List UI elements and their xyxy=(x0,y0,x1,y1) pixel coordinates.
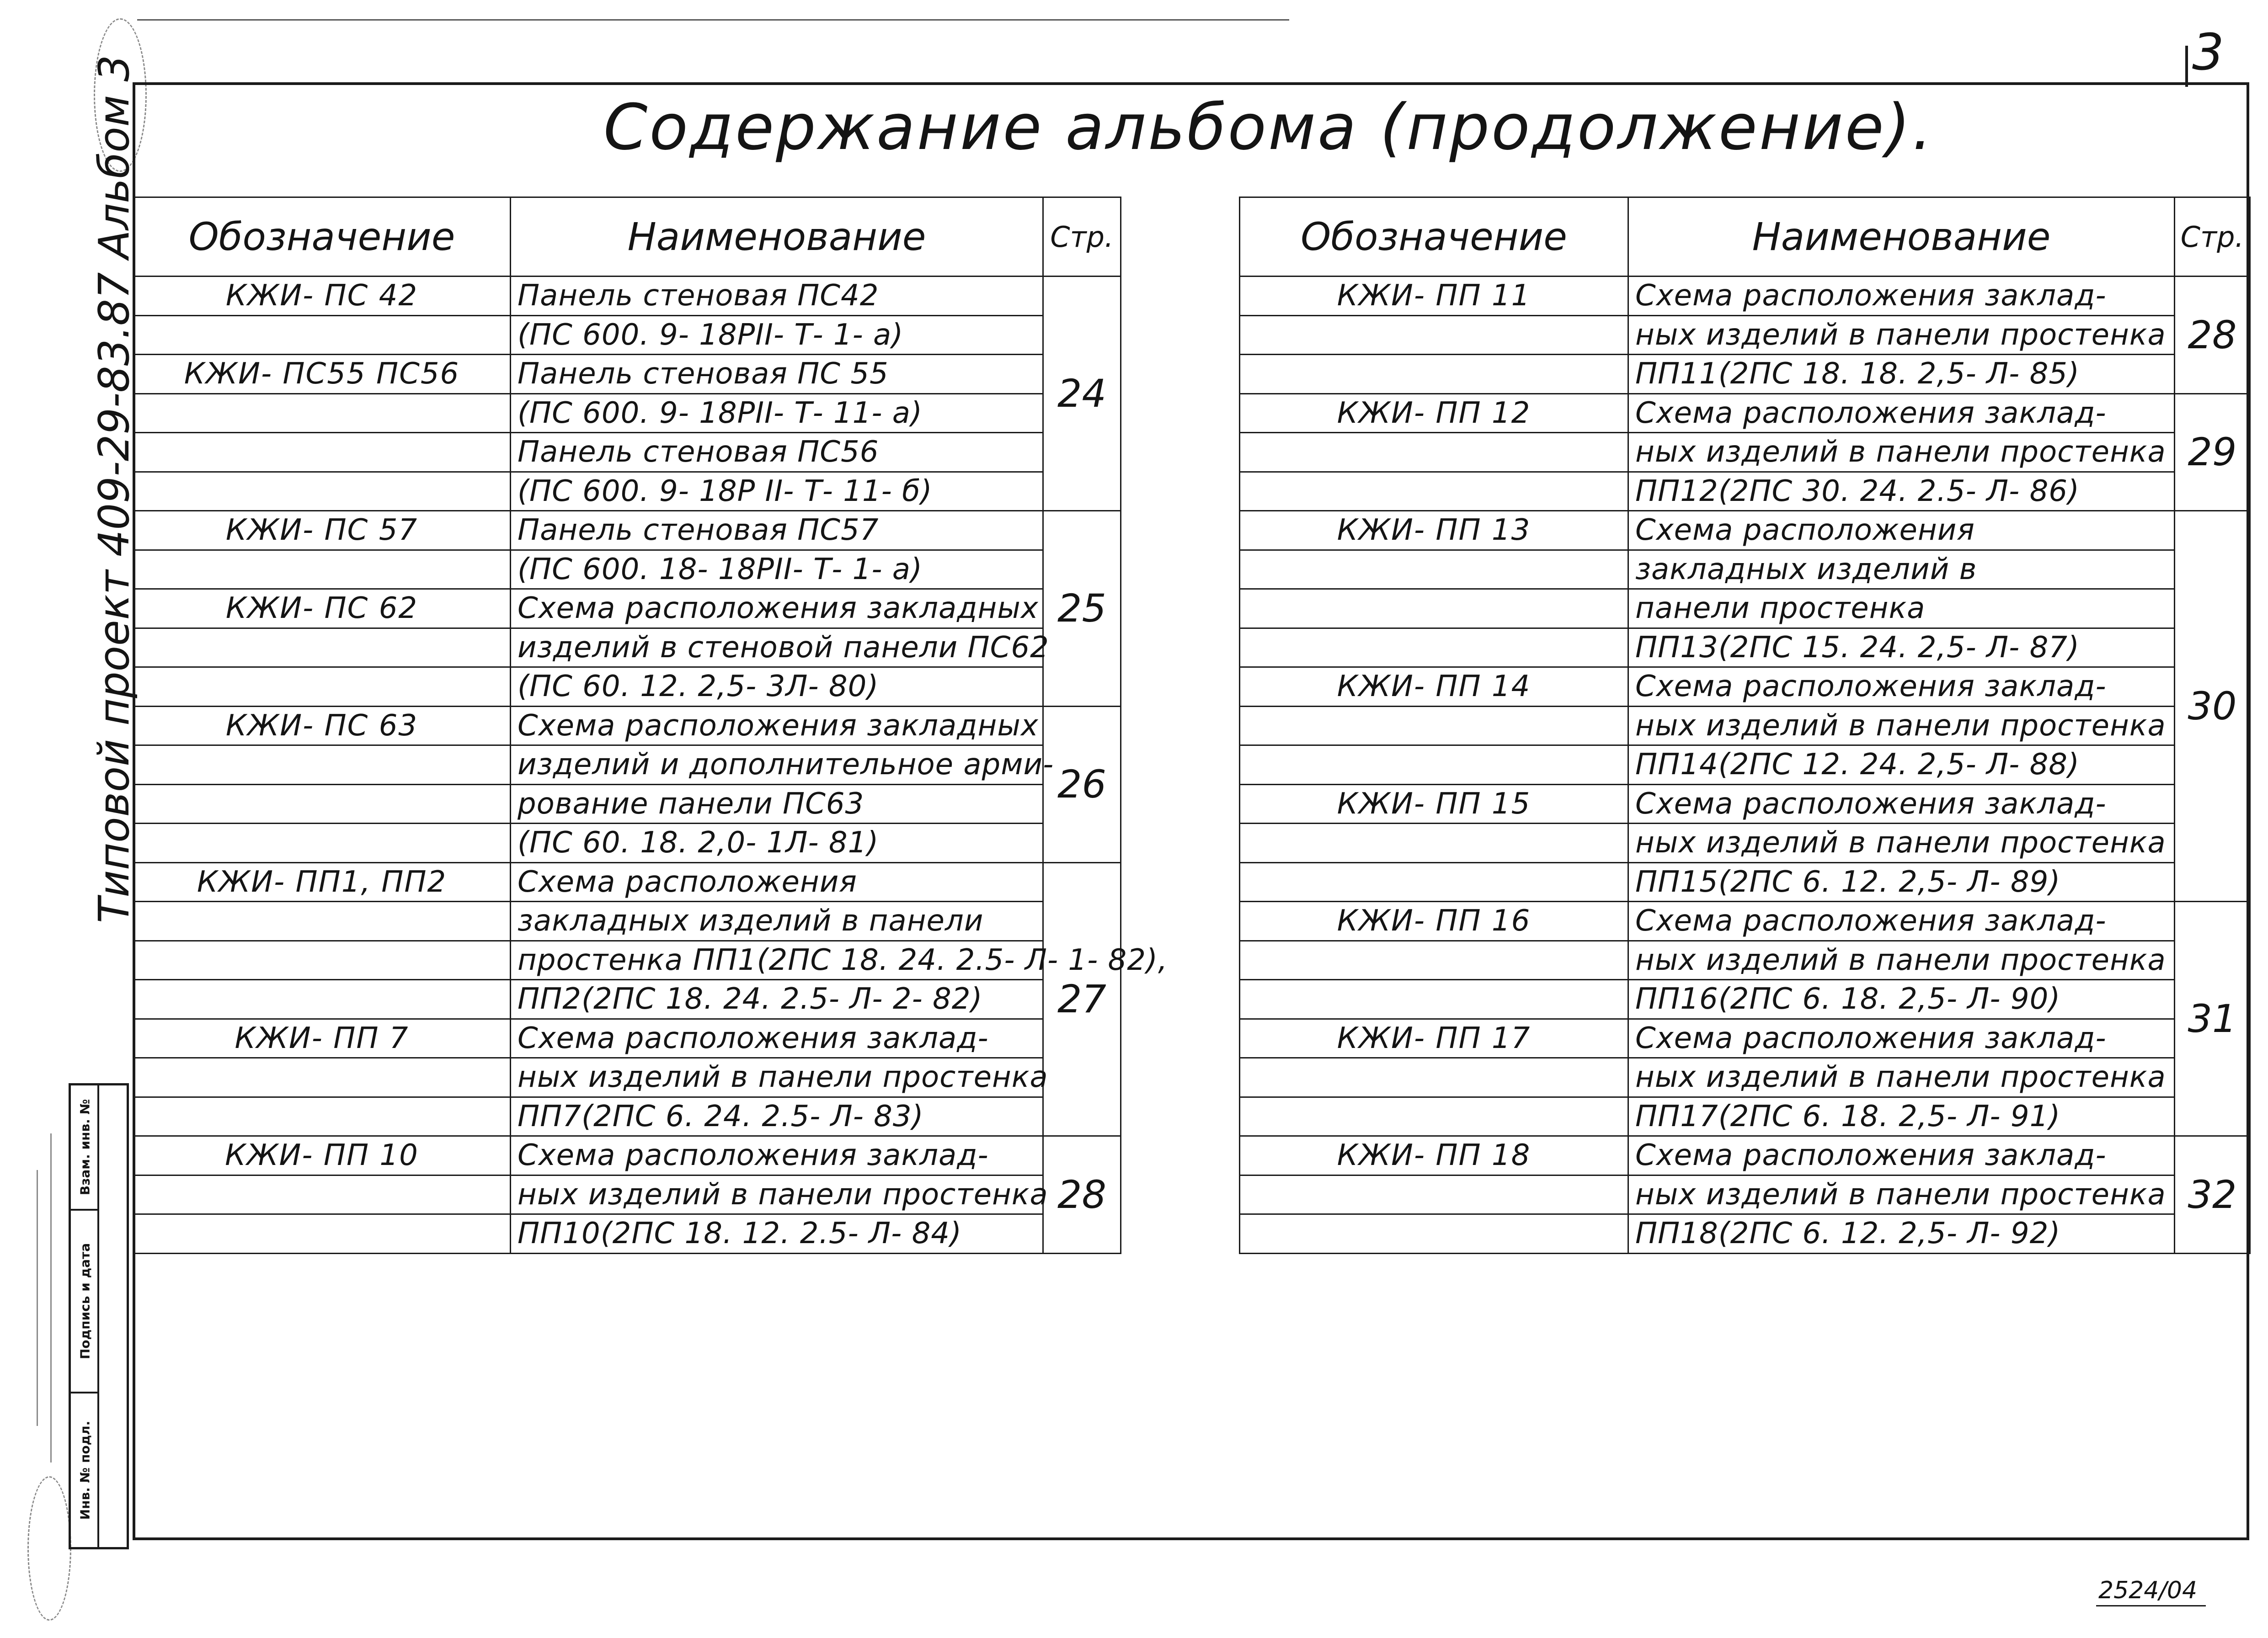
designation-cell xyxy=(133,980,511,1019)
designation-cell xyxy=(133,433,511,472)
table-row xyxy=(1240,1097,2250,1136)
approval-stamp-box xyxy=(69,1083,129,1549)
top-border-line xyxy=(137,19,1289,21)
table-row xyxy=(133,589,1121,628)
stamp-label: Инв. № подл. xyxy=(77,1420,93,1520)
name-cell: Схема расположения заклад- xyxy=(1628,902,2175,941)
name-cell: Схема расположения заклад- xyxy=(1628,394,2175,433)
designation-cell xyxy=(133,1097,511,1136)
table-row xyxy=(1240,628,2250,667)
name-cell: (ПС 60. 18. 2,0- 1Л- 81) xyxy=(511,824,1043,863)
name-cell: (ПС 600. 9- 18РII- Т- 11- а) xyxy=(511,394,1043,433)
signature-mark xyxy=(37,1170,38,1426)
name-cell: ПП13(2ПС 15. 24. 2,5- Л- 87) xyxy=(1628,628,2175,667)
contents-table-left xyxy=(133,197,1168,1254)
table-row xyxy=(133,1019,1121,1058)
reference-underline xyxy=(2096,1605,2206,1606)
table-row xyxy=(133,1058,1121,1097)
designation-cell xyxy=(1240,472,1628,511)
table-row xyxy=(133,784,1121,824)
name-cell: ПП7(2ПС 6. 24. 2.5- Л- 83) xyxy=(511,1097,1043,1136)
table-row xyxy=(1240,277,2250,316)
designation-cell: КЖИ- ПС55 ПС56 xyxy=(133,355,511,394)
name-cell: Схема расположения заклад- xyxy=(511,1019,1043,1058)
name-cell: Схема расположения xyxy=(1628,511,2175,550)
table-row xyxy=(1240,1175,2250,1214)
designation-cell: КЖИ- ПП1, ПП2 xyxy=(133,862,511,902)
table-row xyxy=(1240,1019,2250,1058)
stamp-label: Подпись и дата xyxy=(77,1243,93,1360)
designation-cell xyxy=(1240,706,1628,745)
designation-cell xyxy=(133,745,511,785)
name-cell: ПП17(2ПС 6. 18. 2,5- Л- 91) xyxy=(1628,1097,2175,1136)
name-cell: рование панели ПС63 xyxy=(511,784,1043,824)
table-row xyxy=(133,706,1121,745)
name-cell: ПП16(2ПС 6. 18. 2,5- Л- 90) xyxy=(1628,980,2175,1019)
table-row xyxy=(133,433,1121,472)
stamp-cell-signature xyxy=(71,1209,99,1392)
table-row xyxy=(133,1136,1121,1175)
designation-cell xyxy=(133,824,511,863)
designation-cell xyxy=(1240,1175,1628,1214)
name-cell: ПП2(2ПС 18. 24. 2.5- Л- 2- 82) xyxy=(511,980,1043,1019)
stamp-label: Взам. инв. № xyxy=(77,1099,93,1196)
name-cell: ных изделий в панели простенка xyxy=(511,1175,1043,1214)
table-row xyxy=(133,472,1121,511)
table-body xyxy=(133,277,1168,1254)
table-row xyxy=(133,355,1121,394)
page-cell: 26 xyxy=(1043,706,1121,862)
name-cell: Схема расположения закладных xyxy=(511,589,1043,628)
designation-cell: КЖИ- ПП 10 xyxy=(133,1136,511,1175)
designation-cell xyxy=(1240,980,1628,1019)
table-row xyxy=(133,862,1121,902)
name-cell: Схема расположения заклад- xyxy=(1628,1136,2175,1175)
table-body xyxy=(1240,277,2250,1254)
name-cell: ПП11(2ПС 18. 18. 2,5- Л- 85) xyxy=(1628,355,2175,394)
name-cell: ных изделий в панели простенка xyxy=(1628,941,2175,980)
name-cell: изделий в стеновой панели ПС62 xyxy=(511,628,1043,667)
table-row xyxy=(133,980,1121,1019)
table-row xyxy=(133,315,1121,355)
page-cell: 28 xyxy=(1043,1136,1121,1254)
designation-cell xyxy=(133,667,511,707)
page-cell: 32 xyxy=(2175,1136,2250,1254)
name-cell: ных изделий в панели простенка xyxy=(1628,824,2175,863)
table-row xyxy=(1240,745,2250,785)
name-cell: Панель стеновая ПС42 xyxy=(511,277,1043,316)
designation-cell xyxy=(1240,315,1628,355)
designation-cell xyxy=(1240,1058,1628,1097)
table-row xyxy=(1240,394,2250,433)
name-cell: ПП12(2ПС 30. 24. 2.5- Л- 86) xyxy=(1628,472,2175,511)
name-cell: панели простенка xyxy=(1628,589,2175,628)
page-cell: 27 xyxy=(1043,862,1121,1136)
table-row xyxy=(1240,355,2250,394)
designation-cell: КЖИ- ПС 42 xyxy=(133,277,511,316)
table-row xyxy=(1240,1058,2250,1097)
table-row xyxy=(1240,902,2250,941)
contents-table-right xyxy=(1239,197,2251,1254)
name-cell: (ПС 600. 18- 18РII- Т- 1- а) xyxy=(511,550,1043,589)
name-cell: ных изделий в панели простенка xyxy=(1628,1058,2175,1097)
designation-cell xyxy=(1240,941,1628,980)
reference-number: 2524/04 xyxy=(2098,1577,2198,1604)
page-number: 3 xyxy=(2192,23,2224,81)
project-designation: Типовой проект 409-29-83.87 Альбом 3 xyxy=(90,55,139,923)
designation-cell xyxy=(1240,862,1628,902)
designation-cell: КЖИ- ПП 17 xyxy=(1240,1019,1628,1058)
name-cell: ПП18(2ПС 6. 12. 2,5- Л- 92) xyxy=(1628,1214,2175,1254)
designation-cell xyxy=(1240,1214,1628,1254)
name-cell: ных изделий в панели простенка xyxy=(1628,706,2175,745)
table-header-row xyxy=(133,197,1121,277)
table-row xyxy=(1240,784,2250,824)
name-cell: (ПС 600. 9- 18РII- Т- 1- а) xyxy=(511,315,1043,355)
table-row xyxy=(1240,824,2250,863)
designation-cell: КЖИ- ПП 11 xyxy=(1240,277,1628,316)
table-row xyxy=(1240,667,2250,707)
designation-cell xyxy=(1240,355,1628,394)
table-row xyxy=(1240,1136,2250,1175)
page-cell: 31 xyxy=(2175,902,2250,1136)
name-cell: ных изделий в панели простенка xyxy=(511,1058,1043,1097)
bottom-seal-mark xyxy=(27,1476,71,1621)
designation-cell: КЖИ- ПП 15 xyxy=(1240,784,1628,824)
name-cell: Схема расположения xyxy=(511,862,1043,902)
name-cell: ных изделий в панели простенка xyxy=(1628,1175,2175,1214)
name-cell: ных изделий в панели простенка xyxy=(1628,433,2175,472)
designation-cell xyxy=(133,784,511,824)
designation-cell: КЖИ- ПП 7 xyxy=(133,1019,511,1058)
designation-cell: КЖИ- ПС 57 xyxy=(133,511,511,550)
table-row xyxy=(133,511,1121,550)
stamp-cell-inventory xyxy=(71,1392,99,1547)
header-designation: Обозначение xyxy=(1240,197,1628,277)
name-cell: Схема расположения заклад- xyxy=(1628,1019,2175,1058)
table-row xyxy=(133,1175,1121,1214)
table-row xyxy=(133,277,1121,316)
designation-cell: КЖИ- ПС 62 xyxy=(133,589,511,628)
table-row xyxy=(133,902,1121,941)
table-row xyxy=(133,394,1121,433)
table-row xyxy=(133,941,1121,980)
table-row xyxy=(133,745,1121,785)
name-cell: закладных изделий в панели xyxy=(511,902,1043,941)
name-cell: ПП14(2ПС 12. 24. 2,5- Л- 88) xyxy=(1628,745,2175,785)
designation-cell xyxy=(1240,1097,1628,1136)
header-name: Наименование xyxy=(1628,197,2175,277)
designation-cell xyxy=(1240,550,1628,589)
designation-cell: КЖИ- ПП 18 xyxy=(1240,1136,1628,1175)
table-row xyxy=(133,1214,1121,1254)
designation-cell xyxy=(133,1175,511,1214)
designation-cell xyxy=(1240,824,1628,863)
table-row xyxy=(133,628,1121,667)
table-row xyxy=(133,667,1121,707)
table-row xyxy=(1240,472,2250,511)
designation-cell xyxy=(133,315,511,355)
page-cell: 30 xyxy=(2175,511,2250,902)
table-row xyxy=(133,1097,1121,1136)
header-name: Наименование xyxy=(511,197,1043,277)
name-cell: (ПС 60. 12. 2,5- 3Л- 80) xyxy=(511,667,1043,707)
table-row xyxy=(1240,941,2250,980)
name-cell: закладных изделий в xyxy=(1628,550,2175,589)
page-cell: 29 xyxy=(2175,394,2250,511)
table-row xyxy=(1240,511,2250,550)
table-row xyxy=(1240,862,2250,902)
name-cell: Схема расположения заклад- xyxy=(511,1136,1043,1175)
table-row xyxy=(1240,433,2250,472)
designation-cell: КЖИ- ПС 63 xyxy=(133,706,511,745)
designation-cell: КЖИ- ПП 12 xyxy=(1240,394,1628,433)
table-row xyxy=(1240,315,2250,355)
designation-cell xyxy=(133,628,511,667)
name-cell: Схема расположения закладных xyxy=(511,706,1043,745)
table-row xyxy=(133,550,1121,589)
stamp-cell-replacement xyxy=(71,1085,99,1209)
page-number-tick xyxy=(2185,46,2188,87)
designation-cell xyxy=(1240,433,1628,472)
header-designation: Обозначение xyxy=(133,197,511,277)
table-row xyxy=(1240,706,2250,745)
name-cell: ных изделий в панели простенка xyxy=(1628,315,2175,355)
designation-cell xyxy=(1240,628,1628,667)
designation-cell xyxy=(1240,745,1628,785)
designation-cell xyxy=(133,941,511,980)
page-cell: 25 xyxy=(1043,511,1121,707)
table-row xyxy=(1240,550,2250,589)
page-title: Содержание альбома (продолжение). xyxy=(603,90,1934,164)
name-cell: изделий и дополнительное арми- xyxy=(511,745,1043,785)
header-page: Стр. xyxy=(1043,197,1121,277)
name-cell: Схема расположения заклад- xyxy=(1628,667,2175,707)
name-cell: Схема расположения заклад- xyxy=(1628,784,2175,824)
table-row xyxy=(133,824,1121,863)
name-cell: простенка ПП1(2ПС 18. 24. 2.5- Л- 1- 82), xyxy=(511,941,1043,980)
page-cell: 24 xyxy=(1043,277,1121,511)
designation-cell: КЖИ- ПП 13 xyxy=(1240,511,1628,550)
table-row xyxy=(1240,589,2250,628)
designation-cell xyxy=(133,550,511,589)
designation-cell: КЖИ- ПП 14 xyxy=(1240,667,1628,707)
name-cell: Схема расположения заклад- xyxy=(1628,277,2175,316)
name-cell: ПП15(2ПС 6. 12. 2,5- Л- 89) xyxy=(1628,862,2175,902)
header-page: Стр. xyxy=(2175,197,2250,277)
table-row xyxy=(1240,980,2250,1019)
designation-cell xyxy=(133,902,511,941)
signature-mark xyxy=(50,1133,52,1462)
designation-cell xyxy=(133,394,511,433)
designation-cell xyxy=(133,472,511,511)
table-header-row xyxy=(1240,197,2250,277)
designation-cell xyxy=(133,1214,511,1254)
name-cell: Панель стеновая ПС 55 xyxy=(511,355,1043,394)
name-cell: ПП10(2ПС 18. 12. 2.5- Л- 84) xyxy=(511,1214,1043,1254)
designation-cell xyxy=(1240,589,1628,628)
table-row xyxy=(1240,1214,2250,1254)
designation-cell: КЖИ- ПП 16 xyxy=(1240,902,1628,941)
name-cell: Панель стеновая ПС56 xyxy=(511,433,1043,472)
designation-cell xyxy=(133,1058,511,1097)
page-cell: 28 xyxy=(2175,277,2250,394)
name-cell: (ПС 600. 9- 18Р II- Т- 11- б) xyxy=(511,472,1043,511)
name-cell: Панель стеновая ПС57 xyxy=(511,511,1043,550)
